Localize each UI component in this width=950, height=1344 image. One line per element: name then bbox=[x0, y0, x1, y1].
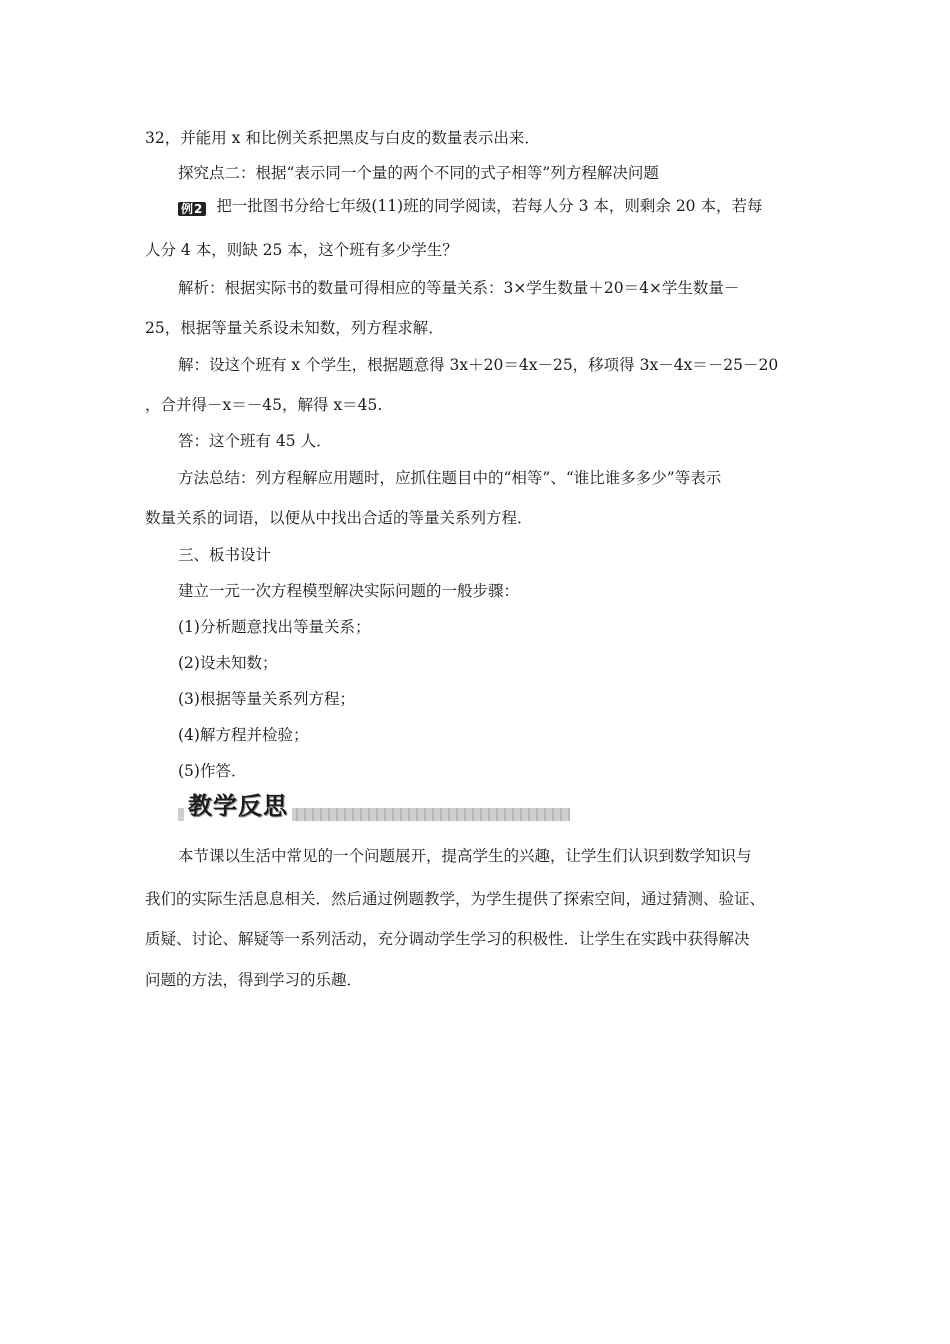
text-line: 方法总结：列方程解应用题时，应抓住题目中的“相等”、“谁比谁多多少”等表示 bbox=[178, 469, 722, 487]
text-line: 把一批图书分给七年级(11)班的同学阅读，若每人分 3 本，则剩余 20 本，若每 bbox=[216, 197, 763, 215]
text-line: 建立一元一次方程模型解决实际问题的一般步骤： bbox=[178, 582, 520, 600]
section-heading: 三、板书设计 bbox=[178, 546, 272, 564]
text-line: 人分 4 本，则缺 25 本，这个班有多少学生？ bbox=[145, 241, 458, 259]
reflection-banner bbox=[178, 790, 570, 824]
answer-line: 答：这个班有 45 人． bbox=[178, 432, 332, 450]
list-item: (5)作答． bbox=[178, 762, 247, 780]
list-item: (2)设未知数； bbox=[178, 654, 278, 672]
list-item: (4)解方程并检验； bbox=[178, 726, 309, 744]
text-line: 问题的方法，得到学习的乐趣． bbox=[145, 971, 363, 989]
text-line: 25，根据等量关系设未知数，列方程求解． bbox=[145, 319, 444, 337]
list-item: (1)分析题意找出等量关系； bbox=[178, 618, 371, 636]
text-line: 质疑、讨论、解疑等一系列活动，充分调动学生学习的积极性．让学生在实践中获得解决 bbox=[145, 930, 750, 948]
list-item: (3)根据等量关系列方程； bbox=[178, 690, 355, 708]
text-line: 数量关系的词语，以便从中找出合适的等量关系列方程． bbox=[145, 509, 533, 527]
text-line: 32，并能用 x 和比例关系把黑皮与白皮的数量表示出来． bbox=[145, 129, 540, 147]
text-line: 本节课以生活中常见的一个问题展开，提高学生的兴趣，让学生们认识到数学知识与 bbox=[178, 847, 752, 865]
text-line: 解析：根据实际书的数量可得相应的等量关系：3×学生数量＋20＝4×学生数量－ bbox=[178, 279, 740, 297]
example-line bbox=[178, 196, 762, 216]
section-heading: 探究点二：根据“表示同一个量的两个不同的式子相等”列方程解决问题 bbox=[178, 164, 659, 182]
text-line: 我们的实际生活息息相关．然后通过例题教学，为学生提供了探索空间，通过猜测、验证、 bbox=[145, 890, 766, 908]
reflection-title: 教学反思 bbox=[184, 790, 292, 822]
text-line: ，合并得－x＝－45，解得 x＝45. bbox=[145, 396, 383, 414]
text-line: 解：设这个班有 x 个学生，根据题意得 3x＋20＝4x－25，移项得 3x－4x＝－25－20 bbox=[178, 356, 779, 374]
example-badge: 例2 bbox=[178, 202, 206, 216]
